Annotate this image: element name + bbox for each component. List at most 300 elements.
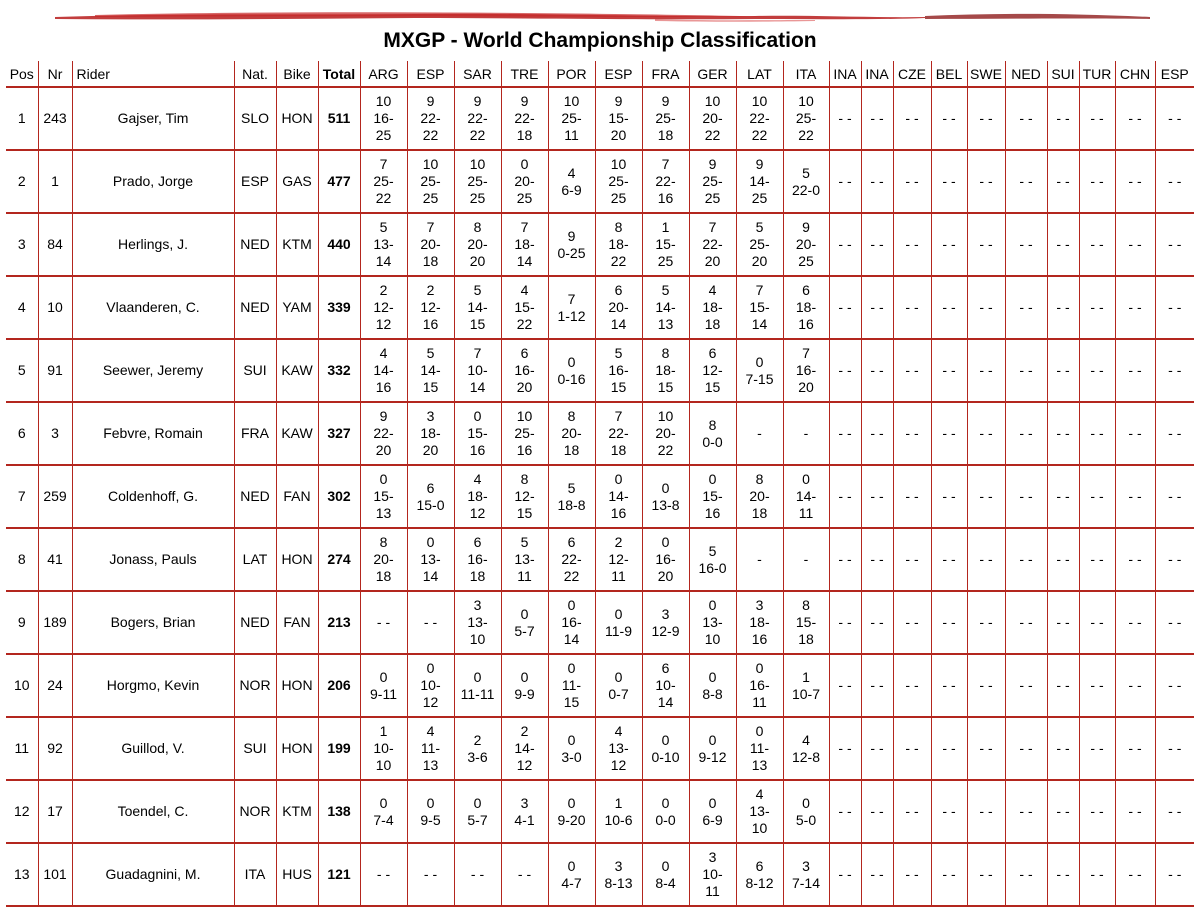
cell-total: 302 (318, 465, 360, 528)
cell-round-line: 18- (702, 299, 723, 315)
cell-round-future: - - (1005, 591, 1047, 654)
cell-round-line: 8 (520, 471, 529, 487)
cell-round-line: 9 (802, 219, 810, 235)
cell-round-line: 18 (375, 568, 392, 584)
cell-bike: HON (276, 87, 318, 150)
cell-round-line: 8 (802, 597, 810, 613)
cell-round-future: - - (829, 402, 861, 465)
cell-round-line: 14- (608, 488, 629, 504)
cell-bike: YAM (276, 276, 318, 339)
cell-round-line: 0 (473, 794, 482, 811)
cell-round-result (783, 843, 829, 906)
cell-round-result (501, 528, 548, 591)
cell-round-line: 25 (516, 190, 533, 206)
cell-round-line: 0 (661, 731, 670, 748)
cell-round-future: - - (861, 528, 893, 591)
cell-round-future: - - (829, 591, 861, 654)
cell-round-result (360, 339, 407, 402)
cell-round-line: 25- (655, 110, 676, 126)
cell-round-line: 0 (614, 471, 623, 487)
cell-round-line: 9 (708, 156, 717, 172)
cell-round-future: - - (893, 402, 931, 465)
cell-round-future: - - (893, 87, 931, 150)
cell-round-result (689, 717, 736, 780)
cell-round-line: 10 (610, 156, 627, 172)
cell-round-line: 2 (426, 282, 435, 298)
cell-round-line: 20- (608, 299, 629, 315)
cell-round-future: - - (829, 528, 861, 591)
cell-pos: 1 (6, 87, 38, 150)
cell-pos: 4 (6, 276, 38, 339)
cell-nr: 17 (38, 780, 72, 843)
cell-round-line: 15- (749, 299, 770, 315)
cell-round-future: - - (1047, 843, 1079, 906)
cell-round-result (407, 654, 454, 717)
cell-round-future: - - (1047, 213, 1079, 276)
cell-round-line: 8 (614, 219, 623, 235)
cell-nr: 1 (38, 150, 72, 213)
cell-round-result (501, 87, 548, 150)
cell-nat: FRA (234, 402, 276, 465)
cell-round-future: - - (1079, 654, 1115, 717)
cell-round-line: 0 (473, 668, 482, 685)
cell-round-result (454, 717, 501, 780)
cell-round-future: - - (829, 780, 861, 843)
cell-round-line: 8-12 (745, 874, 774, 891)
cell-round-future: - - (1005, 339, 1047, 402)
cell-round-line: 15- (467, 425, 488, 441)
cell-round-result (548, 528, 595, 591)
cell-round-line: 18 (751, 505, 768, 521)
cell-round-result (689, 402, 736, 465)
cell-round-future: - - (829, 87, 861, 150)
cell-total: 121 (318, 843, 360, 906)
classification-table (6, 61, 1194, 907)
cell-round-result (407, 402, 454, 465)
cell-round-line: 22- (420, 110, 441, 126)
cell-round-line: 13- (420, 551, 441, 567)
cell-round-result (595, 339, 642, 402)
cell-round-future: - - (1047, 402, 1079, 465)
cell-round-result (595, 591, 642, 654)
cell-round-line: 7-4 (373, 811, 394, 828)
cell-round-line: 16 (704, 505, 721, 521)
cell-round-result (642, 654, 689, 717)
cell-round-line: 9-11 (370, 685, 397, 702)
table-row (6, 591, 1194, 654)
cell-round-line: 4 (755, 786, 764, 802)
cell-round-line: 6-9 (561, 181, 582, 198)
cell-nat: NED (234, 276, 276, 339)
cell-round-line: 12 (516, 757, 533, 773)
cell-round-line: 1 (802, 668, 810, 685)
cell-round-line: - (757, 551, 762, 567)
cell-round-line: 1-12 (557, 307, 586, 324)
cell-round-result (736, 717, 783, 780)
cell-round-result (454, 654, 501, 717)
cell-round-line: 9 (473, 93, 482, 109)
cell-round-future: - - (1115, 843, 1155, 906)
cell-round-line: 12 (469, 505, 486, 521)
cell-round-line: 10 (375, 757, 392, 773)
cell-round-line: 4 (520, 282, 529, 298)
cell-round-line: 10 (469, 631, 486, 647)
cell-pos: 9 (6, 591, 38, 654)
cell-round-line: 16 (610, 505, 627, 521)
cell-round-line: 0 (473, 408, 482, 424)
cell-round-future: - - (1079, 528, 1115, 591)
cell-round-line: 5 (755, 219, 764, 235)
cell-round-line: 0 (379, 668, 388, 685)
cell-round-line: 0 (567, 660, 576, 676)
cell-round-line: 20 (798, 379, 814, 395)
cell-round-future: - - (1115, 717, 1155, 780)
cell-round-line: 15 (563, 694, 580, 710)
cell-round-line: 0-16 (557, 370, 586, 387)
cell-round-result (407, 780, 454, 843)
cell-round-line: 2 (520, 723, 529, 739)
cell-round-line: 25 (751, 190, 768, 206)
cell-round-result (783, 717, 829, 780)
cell-round-line: 3-6 (467, 748, 488, 765)
cell-round-future: - - (1079, 843, 1115, 906)
cell-round-line: 7 (426, 219, 435, 235)
cell-round-result (595, 528, 642, 591)
cell-round-line: 0 (755, 353, 764, 370)
cell-pos: 10 (6, 654, 38, 717)
header-pos: Pos (6, 61, 38, 87)
header-round: NED (1005, 61, 1047, 87)
cell-round-future: - - (1079, 87, 1115, 150)
cell-round-line: 10- (373, 740, 394, 756)
cell-round-future: - - (1047, 528, 1079, 591)
cell-round-result (783, 528, 829, 591)
cell-round-line: 13-8 (651, 496, 680, 513)
cell-rider: Bogers, Brian (72, 591, 234, 654)
cell-round-line: 0 (614, 605, 623, 622)
cell-round-line: 22-0 (791, 181, 821, 198)
cell-round-line: 22- (561, 551, 582, 567)
cell-round-future: - - (861, 213, 893, 276)
cell-pos: 8 (6, 528, 38, 591)
cell-round-line: 10- (702, 866, 723, 882)
cell-round-future: - - (1115, 150, 1155, 213)
cell-round-future: - - (1115, 276, 1155, 339)
cell-round-line: 20- (373, 551, 394, 567)
cell-round-line: 0 (520, 605, 529, 622)
cell-rider: Guadagnini, M. (72, 843, 234, 906)
cell-round-line: 0-10 (651, 748, 680, 765)
cell-round-result (736, 528, 783, 591)
cell-round-result (736, 591, 783, 654)
cell-round-line: 8 (755, 471, 764, 487)
cell-round-result (689, 276, 736, 339)
cell-round-result (595, 465, 642, 528)
cell-round-result (642, 780, 689, 843)
cell-round-future: - - (1115, 402, 1155, 465)
cell-bike: KTM (276, 213, 318, 276)
cell-round-future: - - (1115, 213, 1155, 276)
cell-round-future: - - (1005, 717, 1047, 780)
header-rider: Rider (72, 61, 234, 87)
cell-round-future: - - (1115, 591, 1155, 654)
table-header-row (6, 61, 1194, 87)
cell-round-line: 0 (520, 156, 529, 172)
header-round: SUI (1047, 61, 1079, 87)
cell-nr: 24 (38, 654, 72, 717)
cell-round-line: 4 (708, 282, 717, 298)
cell-round-result (783, 465, 829, 528)
cell-round-future: - - (1155, 87, 1194, 150)
cell-round-result (501, 654, 548, 717)
cell-round-future: - - (893, 591, 931, 654)
cell-round-line: 11 (752, 694, 767, 710)
cell-nr: 41 (38, 528, 72, 591)
cell-round-result (783, 402, 829, 465)
cell-round-line: 16- (795, 362, 817, 378)
cell-round-result (736, 654, 783, 717)
cell-round-line: 6 (755, 857, 764, 874)
cell-rider: Herlings, J. (72, 213, 234, 276)
cell-round-future: - - (1005, 150, 1047, 213)
cell-round-future: - - (931, 465, 967, 528)
cell-round-line: 3 (661, 605, 670, 622)
cell-round-line: 7 (802, 345, 810, 361)
cell-round-line: 4 (379, 345, 388, 361)
cell-total: 511 (318, 87, 360, 150)
cell-round-result (736, 402, 783, 465)
cell-nr: 101 (38, 843, 72, 906)
header-bike: Bike (276, 61, 318, 87)
cell-round-result (689, 654, 736, 717)
cell-round-line: 6 (661, 660, 670, 676)
cell-round-future: - - (1155, 402, 1194, 465)
header-round: BEL (931, 61, 967, 87)
cell-round-line: 16 (422, 316, 439, 332)
cell-round-line: 7-14 (791, 874, 821, 891)
header-round: TUR (1079, 61, 1115, 87)
cell-round-line: 22 (469, 127, 486, 143)
cell-round-line: 15- (702, 488, 723, 504)
cell-rider: Seewer, Jeremy (72, 339, 234, 402)
cell-round-future: - - (861, 402, 893, 465)
cell-round-line: 3 (520, 794, 529, 811)
cell-round-future: - - (1079, 780, 1115, 843)
cell-round-line: 6 (520, 345, 529, 361)
cell-round-line: 14- (795, 488, 817, 504)
cell-round-future: - - (967, 528, 1005, 591)
cell-round-line: 9-5 (420, 811, 441, 828)
cell-round-future: - - (1079, 150, 1115, 213)
cell-round-line: 14- (749, 173, 770, 189)
cell-round-line: 25 (469, 190, 486, 206)
cell-rider: Toendel, C. (72, 780, 234, 843)
cell-round-result (407, 465, 454, 528)
table-row (6, 654, 1194, 717)
cell-round-future: - - (1005, 402, 1047, 465)
cell-round-line: 6 (708, 345, 717, 361)
cell-round-line: 0 (708, 668, 717, 685)
cell-round-line: 22 (375, 190, 392, 206)
cell-round-future: - - (1079, 213, 1115, 276)
cell-round-result (783, 591, 829, 654)
cell-round-result (595, 276, 642, 339)
cell-round-result (454, 87, 501, 150)
cell-round-line: 8 (473, 219, 482, 235)
cell-round-line: - (803, 551, 809, 567)
cell-round-line: 25 (375, 127, 392, 143)
cell-round-line: 4 (567, 164, 576, 181)
cell-round-line: 25- (702, 173, 723, 189)
cell-round-future: - - (1005, 654, 1047, 717)
cell-round-result (736, 465, 783, 528)
header-brush-stroke (55, 8, 1150, 26)
cell-round-future: - - (1155, 528, 1194, 591)
cell-round-result (407, 87, 454, 150)
cell-bike: KAW (276, 339, 318, 402)
cell-round-result (454, 402, 501, 465)
cell-nat: NED (234, 465, 276, 528)
cell-round-result (501, 591, 548, 654)
cell-round-line: 9 (379, 408, 388, 424)
cell-round-future: - - (1047, 654, 1079, 717)
cell-round-line: 8 (708, 416, 717, 433)
cell-round-line: 25 (798, 253, 814, 269)
cell-round-line: 6 (473, 534, 482, 550)
cell-bike: KAW (276, 402, 318, 465)
cell-round-line: 25 (657, 253, 674, 269)
cell-round-line: 2 (473, 731, 482, 748)
cell-round-line: 0 (426, 534, 435, 550)
cell-round-line: 20- (655, 425, 676, 441)
cell-round-line: 15 (704, 379, 721, 395)
cell-round-line: 3 (426, 408, 435, 424)
cell-round-result (501, 465, 548, 528)
cell-rider: Febvre, Romain (72, 402, 234, 465)
cell-round-result (548, 465, 595, 528)
cell-round-result (595, 402, 642, 465)
cell-round-future: - - (861, 465, 893, 528)
cell-round-future: - - (1005, 213, 1047, 276)
cell-round-result (783, 780, 829, 843)
cell-round-line: - - (423, 866, 438, 882)
cell-round-line: 13 (422, 757, 439, 773)
cell-round-result (595, 87, 642, 150)
cell-round-line: 15 (657, 379, 674, 395)
cell-round-result (501, 402, 548, 465)
cell-round-future: - - (1079, 717, 1115, 780)
cell-bike: HON (276, 654, 318, 717)
cell-total: 206 (318, 654, 360, 717)
cell-round-future: - - (893, 528, 931, 591)
table-row (6, 780, 1194, 843)
header-nr: Nr (38, 61, 72, 87)
table-row (6, 87, 1194, 150)
cell-round-line: 18- (749, 614, 770, 630)
cell-pos: 6 (6, 402, 38, 465)
cell-round-future: - - (1155, 843, 1194, 906)
cell-round-future: - - (1155, 717, 1194, 780)
cell-round-line: 16 (657, 190, 674, 206)
cell-round-line: 9-20 (557, 811, 586, 828)
cell-round-result (736, 780, 783, 843)
cell-round-future: - - (1005, 276, 1047, 339)
cell-round-line: 0 (708, 794, 717, 811)
cell-round-future: - - (1005, 87, 1047, 150)
cell-round-result (407, 213, 454, 276)
cell-round-line: 8-13 (604, 874, 633, 891)
cell-round-line: 7 (567, 290, 576, 307)
cell-round-future: - - (1155, 780, 1194, 843)
cell-round-line: 22- (655, 173, 676, 189)
cell-round-result (689, 591, 736, 654)
cell-round-future: - - (967, 717, 1005, 780)
cell-round-line: 15 (469, 316, 486, 332)
cell-round-line: - - (517, 866, 532, 882)
cell-round-line: 4 (473, 471, 482, 487)
cell-round-line: 7 (708, 219, 717, 235)
cell-round-line: 14 (516, 253, 533, 269)
cell-round-line: 11-9 (605, 622, 632, 639)
cell-total: 332 (318, 339, 360, 402)
cell-rider: Prado, Jorge (72, 150, 234, 213)
cell-rider: Jonass, Pauls (72, 528, 234, 591)
cell-round-result (407, 528, 454, 591)
cell-round-future: - - (1047, 717, 1079, 780)
cell-round-line: - - (470, 866, 485, 882)
cell-round-result (501, 717, 548, 780)
cell-round-future: - - (861, 843, 893, 906)
cell-nat: SUI (234, 339, 276, 402)
cell-round-line: 14 (375, 253, 392, 269)
cell-round-future: - - (1155, 465, 1194, 528)
cell-round-line: 9 (755, 156, 764, 172)
cell-round-line: 25- (467, 173, 488, 189)
cell-round-line: 11 (564, 127, 579, 143)
cell-round-result (360, 150, 407, 213)
cell-round-future: - - (931, 591, 967, 654)
cell-round-line: 16- (749, 677, 770, 693)
cell-round-future: - - (1115, 339, 1155, 402)
cell-round-line: 14- (420, 362, 441, 378)
cell-round-future: - - (931, 780, 967, 843)
cell-round-line: 13- (514, 551, 535, 567)
cell-nr: 259 (38, 465, 72, 528)
cell-round-line: 18-8 (557, 496, 586, 513)
header-total: Total (318, 61, 360, 87)
table-body (6, 87, 1194, 906)
cell-bike: KTM (276, 780, 318, 843)
cell-round-line: 22 (751, 127, 768, 143)
cell-total: 274 (318, 528, 360, 591)
cell-round-future: - - (967, 591, 1005, 654)
header-round: ESP (595, 61, 642, 87)
cell-round-result (689, 150, 736, 213)
cell-round-line: 0 (379, 471, 388, 487)
cell-round-line: 15- (373, 488, 394, 504)
cell-round-line: 10 (563, 93, 580, 109)
cell-nr: 84 (38, 213, 72, 276)
cell-nr: 92 (38, 717, 72, 780)
cell-round-line: 11- (749, 740, 770, 756)
cell-round-line: 8 (661, 345, 670, 361)
cell-round-future: - - (1155, 654, 1194, 717)
cell-round-future: - - (1047, 276, 1079, 339)
cell-round-line: 14 (657, 694, 674, 710)
table-row (6, 465, 1194, 528)
cell-pos: 12 (6, 780, 38, 843)
cell-round-line: 9 (567, 227, 576, 244)
